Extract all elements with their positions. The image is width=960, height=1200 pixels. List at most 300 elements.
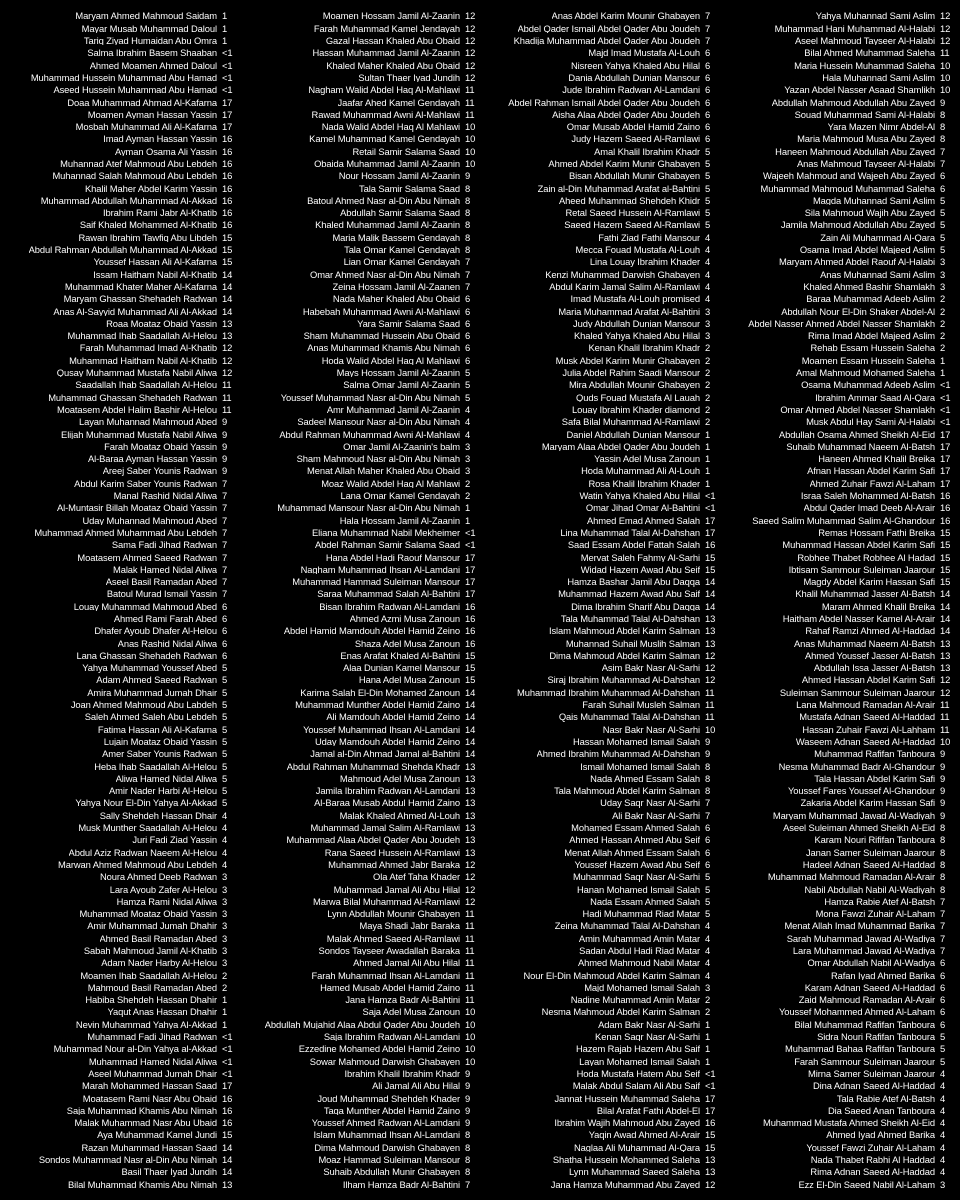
list-item [242,35,485,47]
list-item [242,10,485,22]
person-name: Tala Hassan Abdel Karim Safi [814,773,935,784]
person-name: Farah Sammour Suleiman Jaarour [794,1056,935,1067]
person-name: Tala Muhammad Talal Al-Dahshan [560,613,700,624]
list-item [485,71,725,83]
person-age: 9 [222,440,228,452]
person-age: 2 [222,981,228,993]
list-item [485,600,725,612]
person-name: Hoda Walid Abdel Haq Al Mahlawi [321,355,460,366]
person-name: Asim Bakr Nasr Al-Sarhi [601,663,700,673]
list-item [485,182,725,194]
person-age: 2 [705,403,711,415]
person-name: Omar Abdullah Nabil Al-Wadiya [807,958,935,968]
person-name: Qais Muhammad Talal Al-Dahshan [558,712,700,722]
person-name: Basil Thaer Iyad Jundih [121,1167,217,1177]
person-name: Sham Mahmoud Nasr al-Din Abu Nimah [296,454,460,464]
person-name: Rawan Ibrahim Tawfiq Abu Libdeh [78,232,217,243]
list-item [242,59,485,71]
person-age: 17 [705,1092,716,1104]
list-item [725,686,960,698]
list-item [242,84,485,96]
person-age: 5 [705,170,711,182]
list-item [242,797,485,809]
list-item [242,317,485,329]
person-name: Aisha Alaa Abdel Qader Abu Joudeh [552,109,700,120]
person-age: 11 [465,945,475,956]
list-item [0,883,242,895]
person-name: Lana Ghassan Shehadeh Radwan [76,650,217,661]
person-name: Muhammad Hussein Muhammad Abu Hamad [30,72,217,83]
person-age: 5 [705,207,711,219]
list-item [0,219,242,231]
person-age: 1 [705,1018,711,1030]
list-item [242,908,485,920]
person-name: Muhammad Mansour Nasr al-Din Abu Nimah [277,503,460,513]
person-age: 10 [705,723,716,735]
list-item [0,637,242,649]
person-name: Sarah Muhammad Jawad Al-Wadiya [786,933,935,944]
person-age: 5 [222,735,228,747]
person-name: Saeed Hazem Saeed Al-Ramlawi [564,220,700,230]
list-item [725,1166,960,1178]
person-name: Manal Rashid Nidal Aliwa [113,491,217,501]
person-name: Farah Suhail Musleh Salman [582,700,700,710]
person-name: Maram Ahmed Khalil Breika [821,601,935,612]
list-item [485,170,725,182]
list-item [485,1055,725,1067]
person-age: 8 [705,760,711,772]
list-item [0,330,242,342]
person-age: 3 [705,317,711,329]
person-name: Youssef Muhammad Nasr al-Din Abu Nimah [280,392,460,403]
person-name: Amir Nader Harbi Al-Helou [109,786,217,796]
list-item [485,969,725,981]
person-name: Dima Mahmoud Darwish Ghabayen [314,1142,460,1153]
list-item [725,883,960,895]
person-name: Saja Adel Musa Zanoun [362,1007,460,1017]
person-name: Uday Muhannad Mahmoud Abed [82,515,217,526]
person-name: Maya Shadi Jabr Baraka [359,921,460,931]
person-name: Farah Muhammad Ihsan Al-Lamdani [311,970,460,980]
person-age: 6 [705,59,711,71]
person-name: Muhammad Saqr Nasr Al-Sarhi [572,872,700,882]
person-age: 11 [465,969,475,981]
person-age: 7 [222,477,228,489]
person-age: 16 [705,1117,716,1129]
person-age: 8 [940,108,946,120]
person-name: Issam Haitham Nabil Al-Khatib [93,269,217,280]
list-item [242,760,485,772]
person-age: 1 [222,35,228,47]
list-item [242,1055,485,1067]
list-item [725,219,960,231]
person-age: 6 [940,1006,946,1018]
person-name: Muhammad Alaa Abdel Qader Abu Joudeh [286,835,460,845]
person-name: Muhammad Khater Maher Al-Kafarna [64,281,217,292]
list-item [242,945,485,957]
person-name: Osama Muhammad Adeeb Aslim [801,380,935,390]
list-item [485,908,725,920]
person-name: Julia Abdel Rahim Saadi Mansour [562,368,700,378]
person-name: Elijah Muhammad Mustafa Nabil Aliwa [61,429,217,439]
list-item [242,440,485,452]
list-item [485,158,725,170]
person-name: Sham Muhammad Hussein Abu Obaid [303,331,460,341]
list-item [485,772,725,784]
list-item [725,662,960,674]
list-item [0,1043,242,1055]
person-age: 6 [222,612,228,624]
person-name: Nada Ahmed Essam Salah [590,773,700,784]
person-age: 5 [940,219,946,231]
person-name: Hala Hossam Jamil Al-Zaanin [339,515,460,526]
list-item [242,170,485,182]
person-name: Rawad Muhammad Awni Al-Mahlawi [311,109,460,120]
person-name: Marwan Ahmed Mahmoud Abu Lebdeh [58,859,217,870]
list-item [485,453,725,465]
person-name: Rosa Khalil Ibrahim Khader [588,478,700,489]
person-name: Amin Muhammad Amin Matar [578,933,700,944]
person-name: Dhafer Ayoub Dhafer Al-Helou [94,626,217,636]
person-age: 17 [705,1104,716,1116]
person-name: Ahmed Iyad Ahmed Barika [826,1130,935,1140]
person-age: 6 [465,317,471,329]
person-name: Uday Saqr Nasr Al-Sarhi [600,798,700,808]
person-name: Lynn Abdullah Mounir Ghabayen [327,909,460,919]
person-name: Amal Khalil Ibrahim Khadr [594,146,700,157]
person-age: 10 [940,59,951,71]
list-item [0,71,242,83]
person-age: 3 [222,883,228,895]
person-age: 3 [465,440,471,452]
list-item [485,108,725,120]
person-name: Moamen Ayman Hassan Yassin [87,109,217,120]
person-age: 7 [465,256,471,268]
person-name: Moatasem Rami Nasr Abu Obaid [82,1093,217,1103]
person-age: 4 [940,1104,946,1116]
list-item [0,969,242,981]
person-age: 2 [705,1006,711,1018]
person-age: 14 [222,268,233,280]
list-item [0,477,242,489]
person-age: 12 [465,22,476,34]
list-item [242,895,485,907]
person-age: 16 [705,539,716,551]
person-age: 7 [222,539,228,551]
person-name: Taqa Munther Abdel Hamid Zaino [323,1105,460,1116]
list-item [242,1006,485,1018]
list-item [242,416,485,428]
person-name: Juri Fadi Ziad Yassin [132,835,217,845]
person-age: 7 [940,895,946,907]
person-name: Abdul Rahman Muhammad Shehda Khadr [286,761,460,771]
person-age: 6 [940,1018,946,1030]
person-name: Naglaa Ali Muhammad Al-Qara [573,1142,700,1153]
person-name: Jamila Ibrahim Radwan Al-Lamdani [315,786,460,796]
list-item [725,182,960,194]
person-name: Aseel Suleiman Ahmed Sheikh Al-Eid [783,823,935,833]
person-age: 6 [222,649,228,661]
person-name: Joud Muhammad Shehdeh Khader [317,1093,460,1103]
list-item [485,22,725,34]
person-age: 6 [705,822,711,834]
person-age: 7 [222,502,228,514]
person-name: Lina Muhammad Talal Al-Dahshan [560,527,700,538]
list-item [242,465,485,477]
list-item [0,649,242,661]
person-age: 5 [465,379,471,391]
person-age: 1 [222,10,228,22]
list-item [242,158,485,170]
person-name: Dima Ibrahim Sharif Abu Daqqa [571,601,700,612]
list-item [242,625,485,637]
person-age: 8 [705,785,711,797]
person-age: 13 [465,785,476,797]
list-item [485,957,725,969]
person-age: 4 [705,280,711,292]
person-age: 3 [465,465,471,477]
person-name: Moaz Hammad Suleiman Mansour [318,1155,460,1165]
list-item [725,59,960,71]
list-item [0,305,242,317]
person-age: 13 [465,797,476,809]
person-name: Zakaria Abdel Karim Hassan Safi [800,798,935,808]
person-age: <1 [222,71,233,83]
person-age: 8 [940,121,946,133]
person-name: Anas Al-Sayyid Muhammad Ali Al-Akkad [53,306,217,316]
person-age: 5 [222,699,228,711]
person-name: Nada Thabet Rabhi Al Haddad [810,1155,935,1165]
list-item [485,379,725,391]
list-item [725,428,960,440]
person-age: 16 [465,612,476,624]
person-age: 5 [222,785,228,797]
person-name: Ali Jamal Ali Abu Hilal [372,1081,460,1091]
person-name: Tariq Ziyad Humaidan Abu Omra [83,36,217,46]
list-item [485,1104,725,1116]
list-item [485,662,725,674]
person-name: Osama Imad Abdel Majeed Aslim [799,245,935,255]
person-name: Nagham Muhammad Ihsan Al-Lamdani [300,564,460,575]
person-name: Aheed Muhammad Shehdeh Khidr [558,195,700,206]
person-age: 5 [940,207,946,219]
person-name: Ahmed Jamal Ali Abu Hilal [353,958,460,968]
list-item [725,354,960,366]
list-item [725,699,960,711]
person-name: Rima Imad Abdel Majeed Aslim [808,331,935,341]
person-age: 6 [705,846,711,858]
person-age: 9 [465,1092,471,1104]
person-age: 5 [222,760,228,772]
person-age: 11 [465,994,475,1006]
list-item [725,649,960,661]
person-age: 5 [705,158,711,169]
list-item [0,551,242,563]
person-age: 15 [705,1141,716,1153]
person-age: 12 [940,674,951,686]
person-name: Menat Allah Maher Khaled Abu Obaid [307,466,460,476]
person-name: Abdullah Mahmoud Abdullah Abu Zayed [771,97,935,107]
list-item [242,1068,485,1080]
person-name: Baraa Muhammad Adeeb Aslim [806,294,935,304]
person-age: 2 [705,379,711,391]
list-item [485,637,725,649]
list-item [485,613,725,625]
list-item [242,219,485,231]
list-item [0,981,242,993]
list-item [725,367,960,379]
person-age: 13 [705,637,716,649]
list-item [242,613,485,625]
list-item [242,330,485,342]
list-item [242,588,485,600]
person-name: Salma Omar Jamil Al-Zaanin [343,380,460,390]
list-item [242,686,485,698]
person-name: Hassan Muhammad Jamil Al-Zaanin [312,48,460,58]
list-item [725,244,960,256]
person-age: 3 [940,256,946,268]
list-item [485,1092,725,1104]
list-item [485,428,725,440]
person-name: Muhammad Rafifan Tanboura [814,749,935,759]
person-name: Muhannad Salah Mahmoud Abu Lebdeh [52,171,217,181]
list-item [485,1154,725,1166]
person-age: 5 [222,723,228,735]
person-name: Youssef Ahmed Radwan Al-Lamdani [311,1118,460,1128]
list-item [242,736,485,748]
list-item [0,674,242,686]
list-item [0,1092,242,1104]
list-item [725,465,960,477]
person-age: 17 [940,465,951,477]
list-item [485,723,725,735]
person-name: Maryam Alaa Abdel Qader Abu Joudeh [541,441,700,452]
person-age: 13 [465,760,476,772]
person-age: 16 [465,637,476,649]
list-item [485,1166,725,1178]
person-age: 16 [222,219,233,231]
person-name: Safa Bilal Muhammad Al-Ramlawi [561,417,700,427]
person-name: Saad Essam Abdel Fattah Salah [567,540,700,550]
person-age: 14 [705,600,716,612]
person-name: Louay Muhammad Mahmoud Abed [73,601,217,612]
person-name: Zain al-Din Muhammad Arafat al-Bahtini [537,183,700,193]
person-name: Zeina Muhammad Talal Al-Dahshan [554,921,700,931]
person-name: Waseem Adnan Saeed Al-Haddad [795,736,935,747]
person-age: 15 [705,563,716,575]
person-age: 16 [222,1104,233,1116]
person-age: 4 [705,969,711,981]
person-name: Al-Baraa Ayman Hassan Yassin [87,454,217,464]
person-name: Zeina Hossam Jamil Al-Zaanen [332,281,460,292]
person-age: 7 [222,588,228,600]
person-name: Omar Jamil Al-Zaanin's balm [343,441,460,452]
list-item [0,1018,242,1030]
person-name: Ahmed Rami Farah Abed [113,613,217,624]
person-age: 15 [465,649,476,661]
person-name: Ibrahim Khalil Ibrahim Khadr [344,1068,460,1079]
person-age: 13 [940,662,951,674]
person-age: 9 [940,797,946,809]
person-age: 8 [940,834,946,846]
list-item [725,502,960,514]
person-age: 4 [705,268,711,280]
person-age: 6 [705,121,711,133]
person-name: Youssef Muhammad Ihsan Al-Lamdani [303,724,460,735]
person-name: Lana Mahmoud Ramadan Al-Arair [796,700,935,710]
person-name: Fathi Ziad Fathi Mansour [598,232,700,243]
person-name: Nabil Abdullah Nabil Al-Wadiyah [804,884,935,894]
list-item [0,772,242,784]
list-item [0,994,242,1006]
list-item [725,588,960,600]
person-age: 5 [940,231,946,243]
person-name: Remas Hossam Fathi Breika [818,527,935,538]
person-age: 5 [222,686,228,698]
list-item [242,723,485,735]
person-age: 17 [705,526,716,538]
person-name: Bilal Muhammad Rafifan Tanboura [794,1019,935,1030]
person-name: Aliwa Hamed Nidal Aliwa [115,773,217,784]
person-age: 9 [940,809,946,821]
list-item [485,1031,725,1043]
list-item [242,502,485,514]
person-name: Abdullah Nour El-Din Shaker Abdel-Al [781,306,935,316]
person-name: Haneen Mahmoud Abdullah Abu Zayed [775,146,935,157]
list-item [485,47,725,59]
list-item [485,416,725,428]
list-item [242,637,485,649]
list-item [0,871,242,883]
list-item [485,920,725,932]
person-name: Hamza Rami Nidal Aliwa [116,896,217,907]
person-age: 13 [222,1178,233,1190]
person-name: Tala Mahmoud Abdel Karim Salman [554,786,700,796]
person-name: Judy Hazem Saeed Al-Ramlawi [571,134,700,144]
list-item [725,1092,960,1104]
person-age: 14 [940,625,951,637]
person-age: 11 [465,84,475,96]
person-name: Abdel Rahman Ismail Abdel Qader Abu Joudeh [508,97,700,107]
list-item [725,514,960,526]
person-age: 4 [705,293,711,305]
person-age: 1 [705,465,711,477]
list-item [725,194,960,206]
person-name: Salma Ibrahim Basem Shaaban [87,48,217,58]
person-name: Muhammad Fadi Jihad Radwan [87,1032,217,1042]
person-age: 4 [940,1092,946,1104]
list-item [485,330,725,342]
list-item [242,121,485,133]
person-age: 14 [465,711,476,723]
person-name: Saeed Salim Muhammad Salim Al-Ghandour [752,515,935,526]
person-name: Sondos Tayseer Awadallah Baraka [318,946,460,956]
person-age: <1 [222,84,233,96]
person-name: Saadallah Ihab Saadallah Al-Helou [75,380,217,390]
person-name: Obaida Muhammad Jamil Al-Zaanin [314,159,460,169]
list-item [485,194,725,206]
person-age: 6 [940,170,946,182]
list-item [485,858,725,870]
person-name: Lujain Moataz Obaid Yassin [103,736,217,747]
list-item [485,649,725,661]
list-item [0,588,242,600]
person-name: Noura Ahmed Deeb Radwan [99,872,217,882]
person-name: Kenan Saqr Nasr Al-Sarhi [595,1032,700,1042]
person-age: 12 [465,59,476,71]
list-item [242,994,485,1006]
names-column-2 [242,10,485,1190]
